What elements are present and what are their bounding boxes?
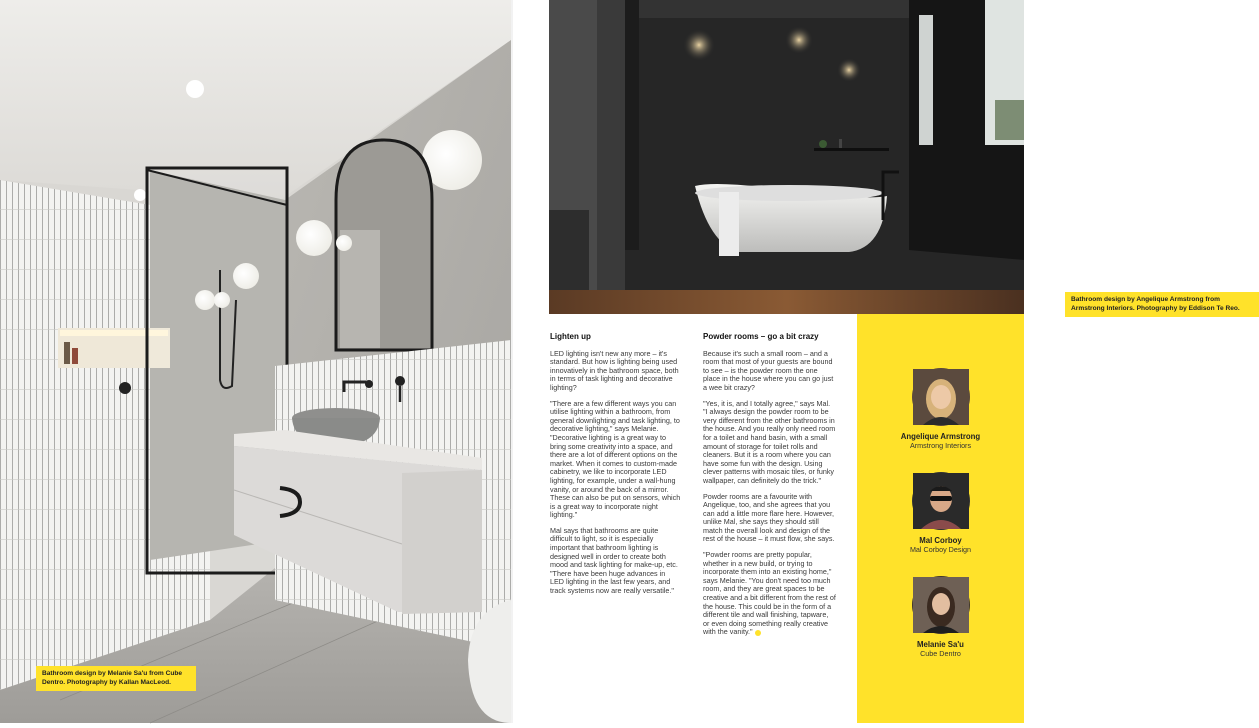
article-column-lighting <box>550 333 681 603</box>
expert-company: Armstrong Interiors <box>909 441 972 450</box>
left-photo-caption: Bathroom design by Melanie Sa'u from Cube Dentro. Photography by Kallan MacLeod. <box>36 666 196 691</box>
article-column-powder-rooms <box>703 333 836 644</box>
paragraph: "Yes, it is, and I totally agree," says Mal. "I always design the powder room to be very different from the other bathrooms in the house. And you really only need room for a toilet and hand basin, with a small amount of storage for toilet rolls and cleaners. But it is a room where you can have some fun with the design. Using clever patterns with mosaic tiles, or funky wallpaper, can definitely do the trick." <box>703 398 836 485</box>
heading-powder-rooms: Powder rooms – go a bit crazy <box>703 332 819 341</box>
paragraph: Powder rooms are a favourite with Angelique, too, and she agrees that you can add a little more flare here. However, unlike Mal, she says they should still match the overall look and design of the rest of the house – it must flow, she says. <box>703 491 835 544</box>
avatar-mal <box>912 472 970 530</box>
heading-lighten-up: Lighten up <box>550 332 591 341</box>
paragraph: Because it's such a small room – and a room that most of your guests are bound to see – is the powder room the one place in the house where you can go just a wee bit crazy? <box>703 348 834 392</box>
expert-card <box>857 576 1024 658</box>
dark-bathroom-photo <box>549 0 1024 314</box>
expert-name: Melanie Sa'u <box>917 640 964 649</box>
expert-company: Cube Dentro <box>920 649 961 658</box>
expert-card <box>857 368 1024 450</box>
expert-company: Mal Corboy Design <box>909 545 972 554</box>
paragraph: "There are a few different ways you can utilise lighting within a bathroom, from general downlighting and task lighting, to decorative lighting," says Melanie. "Decorative lighting is a great way to bring some creativity into a space, and there are a lot of different options on the market. When it comes to custom-made cabinetry, we like to incorporate LED lighting, for example, under a wall-hung vanity, or around the back of a mirror. These can also be put on sensors, which is a great way to incorporate night lighting." <box>550 398 681 520</box>
avatar-melanie <box>912 576 970 634</box>
paragraph: Mal says that bathrooms are quite difficult to light, so it is especially important that bathroom lighting is designed well in order to create both mood and task lighting for make-up, etc. "There have been huge advances in LED lighting in the last few years, and track systems now are really versatile." <box>550 525 678 596</box>
portrait-icon <box>913 473 969 529</box>
end-of-article-icon <box>755 630 761 636</box>
experts-sidebar <box>857 314 1024 723</box>
avatar-angelique <box>912 368 970 426</box>
paragraph-last: "Powder rooms are pretty popular, whether in a new build, or trying to incorporate them into an existing home," says Melanie. "You don't need too much room, and they are great spaces to be creative and a bit different from the rest of the house. This could be in the form of a different tile and wall finishing, tapware, or even doing something really creative with the vanity." <box>703 550 836 637</box>
left-bathroom-photo <box>0 0 511 723</box>
expert-card <box>857 472 1024 554</box>
left-bathroom-illustration <box>0 0 511 723</box>
portrait-icon <box>913 577 969 633</box>
expert-name: Angelique Armstrong <box>900 432 981 441</box>
portrait-icon <box>913 369 969 425</box>
paragraph: LED lighting isn't new any more – it's standard. But how is lighting being used innovatively in the bathroom space, both in terms of task lighting and decorative lighting? <box>550 348 679 392</box>
right-photo-caption: Bathroom design by Angelique Armstrong from Armstrong Interiors. Photography by Eddison Te Reo. <box>1065 292 1259 317</box>
expert-name: Mal Corboy <box>919 536 962 545</box>
